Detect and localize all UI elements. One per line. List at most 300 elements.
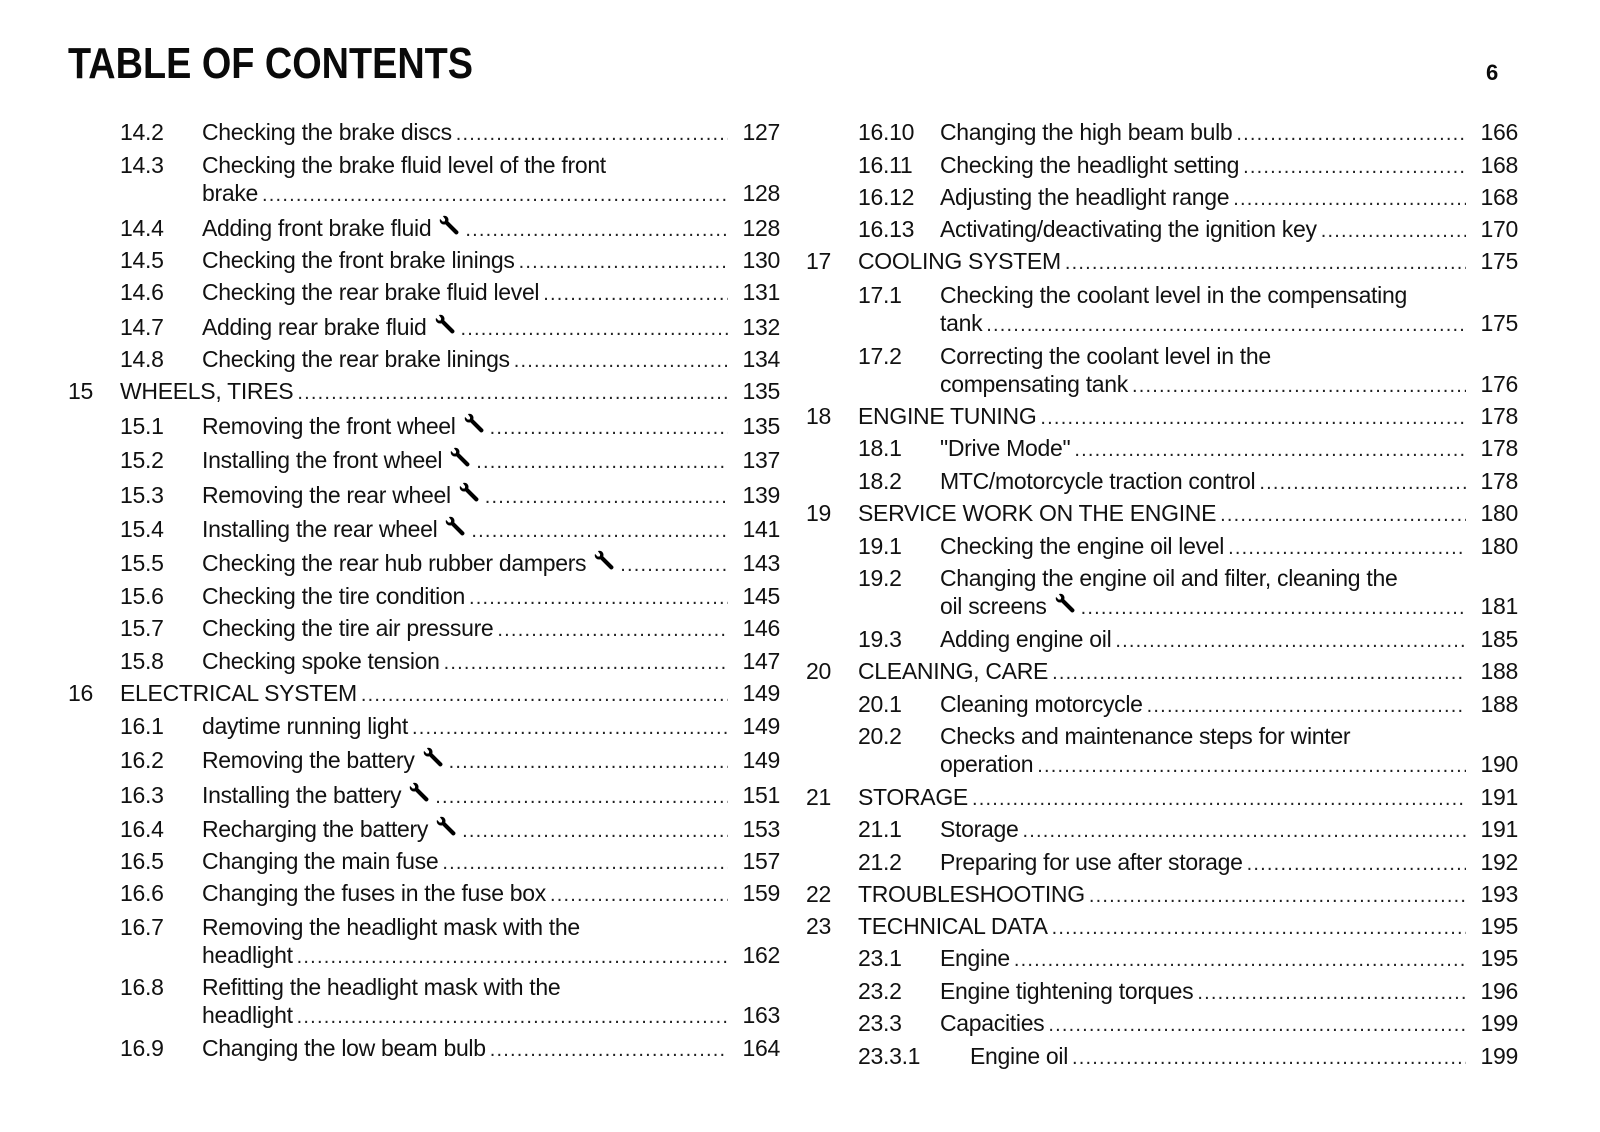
- section-number: 20.2: [858, 723, 902, 749]
- page-reference[interactable]: 137: [742, 447, 780, 473]
- toc-entry-row: [858, 880, 1518, 910]
- toc-entry[interactable]: [68, 614, 780, 644]
- page-reference[interactable]: 163: [742, 1002, 780, 1028]
- dot-leader: [1115, 627, 1466, 655]
- dot-leader: [485, 483, 728, 511]
- section-number: 23.3.1: [858, 1043, 921, 1069]
- page-reference[interactable]: 199: [1480, 1043, 1518, 1069]
- page-reference[interactable]: 145: [742, 583, 780, 609]
- toc-entry-row: [858, 657, 1518, 687]
- toc-entry-row: [858, 783, 1518, 813]
- wrench-icon: [445, 515, 467, 537]
- toc-entry-row: [202, 647, 780, 677]
- toc-entry[interactable]: [68, 151, 780, 209]
- section-number: 14.7: [120, 314, 164, 340]
- toc-entry-row: [858, 912, 1518, 942]
- page-reference[interactable]: 191: [1480, 784, 1518, 810]
- toc-entry[interactable]: [806, 342, 1518, 400]
- page-title: TABLE OF CONTENTS: [68, 39, 474, 88]
- page-reference[interactable]: 128: [742, 180, 780, 206]
- wrench-icon: [436, 815, 458, 837]
- page-reference[interactable]: 181: [1480, 593, 1518, 619]
- section-title: brake: [202, 180, 259, 206]
- toc-entry[interactable]: [68, 446, 780, 476]
- toc-entry[interactable]: [68, 214, 780, 244]
- page-reference[interactable]: 170: [1480, 216, 1518, 242]
- section-number: 20: [806, 658, 831, 684]
- page-reference[interactable]: 151: [742, 782, 780, 808]
- dot-leader: [1197, 979, 1466, 1007]
- page-reference[interactable]: 191: [1480, 816, 1518, 842]
- page-reference[interactable]: 190: [1480, 751, 1518, 777]
- toc-entry[interactable]: [68, 481, 780, 511]
- toc-entry[interactable]: [68, 913, 780, 971]
- toc-entry[interactable]: [68, 647, 780, 677]
- section-title: ENGINE TUNING: [858, 403, 1037, 429]
- dot-leader: [1321, 217, 1466, 245]
- toc-entry[interactable]: [806, 722, 1518, 780]
- section-title: WHEELS, TIRES: [120, 378, 294, 404]
- dot-leader: [262, 181, 728, 209]
- toc-entry-row: [202, 1001, 780, 1031]
- page-reference[interactable]: 195: [1480, 913, 1518, 939]
- toc-entry[interactable]: [806, 151, 1518, 181]
- page-reference[interactable]: 159: [742, 880, 780, 906]
- page-reference[interactable]: 143: [742, 550, 780, 576]
- section-number: 16.9: [120, 1035, 164, 1061]
- toc-entry-row: [940, 750, 1518, 780]
- section-number: 16.11: [858, 152, 913, 178]
- wrench-icon: [459, 481, 481, 503]
- section-title: Changing the main fuse: [202, 848, 439, 874]
- page-reference[interactable]: 195: [1480, 945, 1518, 971]
- section-number: 14.4: [120, 215, 164, 241]
- toc-entry-row: [940, 370, 1518, 400]
- section-title: TROUBLESHOOTING: [858, 881, 1085, 907]
- dot-leader: [1048, 1011, 1466, 1039]
- dot-leader: [519, 248, 728, 276]
- section-title: MTC/motorcycle traction control: [940, 468, 1256, 494]
- dot-leader: [1147, 692, 1466, 720]
- section-number: 14.6: [120, 279, 164, 305]
- section-number: 17.2: [858, 343, 902, 369]
- toc-entry[interactable]: [68, 412, 780, 442]
- section-number: 22: [806, 881, 831, 907]
- dot-leader: [1228, 534, 1466, 562]
- section-title: Changing the high beam bulb: [940, 119, 1233, 145]
- page-reference[interactable]: 175: [1480, 248, 1518, 274]
- section-number: 23.2: [858, 978, 902, 1004]
- section-number: 23: [806, 913, 831, 939]
- dot-leader: [490, 414, 728, 442]
- dot-leader: [1089, 882, 1466, 910]
- page-reference[interactable]: 178: [1480, 468, 1518, 494]
- page-reference[interactable]: 192: [1480, 849, 1518, 875]
- page-reference[interactable]: 162: [742, 942, 780, 968]
- toc-entry[interactable]: [68, 278, 780, 308]
- dot-leader: [435, 783, 728, 811]
- section-number: 17.1: [858, 282, 902, 308]
- page-reference[interactable]: 130: [742, 247, 780, 273]
- toc-entry[interactable]: [68, 746, 780, 776]
- dot-leader: [361, 681, 728, 709]
- section-title: Installing the front wheel: [202, 447, 443, 473]
- dot-leader: [297, 943, 728, 971]
- toc-entry-row: [202, 214, 780, 244]
- toc-entry-row: [202, 582, 780, 612]
- toc-entry[interactable]: [806, 625, 1518, 655]
- section-title: Checking the engine oil level: [940, 533, 1225, 559]
- page-reference[interactable]: 168: [1480, 152, 1518, 178]
- section-number: 15: [68, 378, 93, 404]
- section-number: 19.1: [858, 533, 902, 559]
- toc-entry-row: [120, 377, 780, 407]
- section-title: CLEANING, CARE: [858, 658, 1049, 684]
- section-title: Adding engine oil: [940, 626, 1112, 652]
- section-number: 14.2: [120, 119, 164, 145]
- toc-entry-row: [858, 499, 1518, 529]
- toc-entry[interactable]: [806, 1009, 1518, 1039]
- toc-entry-row: [940, 977, 1518, 1007]
- section-title: Removing the rear wheel: [202, 482, 451, 508]
- toc-entry-row: [202, 446, 780, 476]
- page-number: 6: [1486, 60, 1499, 85]
- toc-entry-row: [940, 215, 1518, 245]
- toc-entry-row: [120, 679, 780, 709]
- dot-leader: [1220, 501, 1466, 529]
- section-number: 21.2: [858, 849, 902, 875]
- page-reference[interactable]: 149: [742, 747, 780, 773]
- section-title-line: Checking the brake fluid level of the front: [202, 152, 606, 178]
- toc-entry[interactable]: [68, 815, 780, 845]
- dot-leader: [469, 584, 728, 612]
- toc-entry[interactable]: [68, 1034, 780, 1064]
- toc-entry-row: [202, 179, 780, 209]
- toc-entry[interactable]: [68, 118, 780, 148]
- toc-entry-row: [940, 183, 1518, 213]
- page-reference[interactable]: 147: [742, 648, 780, 674]
- section-title: Removing the front wheel: [202, 413, 456, 439]
- section-title: ELECTRICAL SYSTEM: [120, 680, 357, 706]
- page-reference[interactable]: 131: [742, 279, 780, 305]
- toc-entry-row: [202, 246, 780, 276]
- toc-entry-row: [202, 278, 780, 308]
- section-number: 15.2: [120, 447, 164, 473]
- dot-leader: [1052, 659, 1466, 687]
- page-reference[interactable]: 157: [742, 848, 780, 874]
- wrench-icon: [594, 549, 616, 571]
- section-number: 19: [806, 500, 831, 526]
- section-title: Removing the battery: [202, 747, 415, 773]
- page-reference[interactable]: 193: [1480, 881, 1518, 907]
- page-reference[interactable]: 175: [1480, 310, 1518, 336]
- toc-entry[interactable]: [806, 434, 1518, 464]
- section-number: 15.4: [120, 516, 164, 542]
- section-number: 16.2: [120, 747, 164, 773]
- section-title: "Drive Mode": [940, 435, 1071, 461]
- page-reference[interactable]: 196: [1480, 978, 1518, 1004]
- section-number: 14.5: [120, 247, 164, 273]
- section-number: 16.12: [858, 184, 915, 210]
- section-title: Checking spoke tension: [202, 648, 440, 674]
- toc-entry-row: [202, 345, 780, 375]
- section-title: Installing the rear wheel: [202, 516, 438, 542]
- section-number: 16.10: [858, 119, 915, 145]
- toc-entry[interactable]: [806, 467, 1518, 497]
- toc-entry-row: [202, 746, 780, 776]
- toc-entry-row: [202, 614, 780, 644]
- toc-entry[interactable]: [806, 247, 1518, 277]
- section-number: 15.8: [120, 648, 164, 674]
- toc-entry[interactable]: [806, 215, 1518, 245]
- toc-entry[interactable]: [68, 246, 780, 276]
- dot-leader: [514, 347, 728, 375]
- toc-entry-row: [940, 532, 1518, 562]
- toc-entry[interactable]: [806, 880, 1518, 910]
- page-reference[interactable]: 153: [742, 816, 780, 842]
- dot-leader: [476, 448, 728, 476]
- dot-leader: [1247, 850, 1466, 878]
- section-number: 14.8: [120, 346, 164, 372]
- page-reference[interactable]: 188: [1480, 658, 1518, 684]
- toc-entry[interactable]: [806, 657, 1518, 687]
- toc-entry[interactable]: [806, 532, 1518, 562]
- section-title: oil screens: [940, 593, 1047, 619]
- toc-entry[interactable]: [806, 912, 1518, 942]
- toc-entry-row: [940, 690, 1518, 720]
- toc-entry-row: [202, 879, 780, 909]
- section-title: headlight: [202, 942, 293, 968]
- section-title: Checking the brake discs: [202, 119, 452, 145]
- toc-entry[interactable]: [806, 977, 1518, 1007]
- wrench-icon: [435, 313, 457, 335]
- section-number: 16.13: [858, 216, 915, 242]
- page-reference[interactable]: 128: [742, 215, 780, 241]
- section-number: 15.3: [120, 482, 164, 508]
- toc-entry[interactable]: [68, 377, 780, 407]
- dot-leader: [297, 379, 728, 407]
- page-reference[interactable]: 185: [1480, 626, 1518, 652]
- section-number: 23.3: [858, 1010, 902, 1036]
- dot-leader: [986, 311, 1466, 339]
- section-number: 16.1: [120, 713, 164, 739]
- section-title: Preparing for use after storage: [940, 849, 1243, 875]
- toc-entry[interactable]: [68, 847, 780, 877]
- dot-leader: [972, 785, 1466, 813]
- section-title: Recharging the battery: [202, 816, 429, 842]
- toc-entry[interactable]: [68, 879, 780, 909]
- dot-leader: [442, 849, 728, 877]
- section-title: Adjusting the headlight range: [940, 184, 1230, 210]
- section-number: 16.7: [120, 914, 164, 940]
- section-number: 15.1: [120, 413, 164, 439]
- toc-entry[interactable]: [806, 183, 1518, 213]
- section-title: Checking the tire condition: [202, 583, 465, 609]
- toc-entry[interactable]: [68, 345, 780, 375]
- toc-entry[interactable]: [68, 582, 780, 612]
- page-reference[interactable]: 168: [1480, 184, 1518, 210]
- section-title: Installing the battery: [202, 782, 402, 808]
- dot-leader: [1072, 1044, 1466, 1072]
- section-title: Checking the tire air pressure: [202, 615, 494, 641]
- toc-entry[interactable]: [806, 944, 1518, 974]
- toc-entry[interactable]: [806, 118, 1518, 148]
- wrench-icon: [450, 446, 472, 468]
- dot-leader: [1040, 404, 1466, 432]
- section-title: Capacities: [940, 1010, 1045, 1036]
- toc-entry[interactable]: [68, 973, 780, 1031]
- page-reference[interactable]: 178: [1480, 403, 1518, 429]
- page-reference[interactable]: 149: [742, 680, 780, 706]
- toc-entry-row: [940, 1009, 1518, 1039]
- section-title-line: Removing the headlight mask with the: [202, 914, 580, 940]
- page-reference[interactable]: 180: [1480, 533, 1518, 559]
- toc-entry[interactable]: [806, 690, 1518, 720]
- section-title-line: Checks and maintenance steps for winter: [940, 723, 1351, 749]
- toc-entry-row: [202, 118, 780, 148]
- page-reference[interactable]: 135: [742, 378, 780, 404]
- section-title: compensating tank: [940, 371, 1128, 397]
- toc-entry[interactable]: [68, 712, 780, 742]
- section-number: 16.3: [120, 782, 164, 808]
- page-reference[interactable]: 141: [742, 516, 780, 542]
- section-title: headlight: [202, 1002, 293, 1028]
- section-title: Checking the headlight setting: [940, 152, 1240, 178]
- section-number: 16.8: [120, 974, 164, 1000]
- section-title-line: Checking the coolant level in the compensating: [940, 282, 1407, 308]
- toc-entry[interactable]: [806, 564, 1518, 622]
- page-reference[interactable]: 199: [1480, 1010, 1518, 1036]
- toc-entry[interactable]: [68, 515, 780, 545]
- toc-entry[interactable]: [806, 848, 1518, 878]
- section-title: Adding front brake fluid: [202, 215, 432, 241]
- dot-leader: [1052, 914, 1466, 942]
- wrench-icon: [439, 214, 461, 236]
- section-title: Checking the front brake linings: [202, 247, 515, 273]
- section-number: 20.1: [858, 691, 902, 717]
- toc-entry[interactable]: [806, 499, 1518, 529]
- page-reference[interactable]: 188: [1480, 691, 1518, 717]
- page-reference[interactable]: 166: [1480, 119, 1518, 145]
- toc-entry-row: [940, 944, 1518, 974]
- toc-entry[interactable]: [806, 1042, 1518, 1072]
- toc-entry-row: [940, 815, 1518, 845]
- page-reference[interactable]: 127: [742, 119, 780, 145]
- section-title-line: Correcting the coolant level in the: [940, 343, 1271, 369]
- toc-entry-row: [940, 625, 1518, 655]
- toc-entry-row: [940, 118, 1518, 148]
- section-title: Checking the rear brake linings: [202, 346, 510, 372]
- toc-entry[interactable]: [806, 281, 1518, 339]
- toc-entry-row: [202, 313, 780, 343]
- toc-entry-row: [940, 309, 1518, 339]
- toc-entry-row: [940, 467, 1518, 497]
- section-number: 16.6: [120, 880, 164, 906]
- section-number: 21: [806, 784, 831, 810]
- toc-entry[interactable]: [806, 815, 1518, 845]
- section-number: 21.1: [858, 816, 902, 842]
- dot-leader: [449, 748, 728, 776]
- page-reference[interactable]: 176: [1480, 371, 1518, 397]
- section-title-line: Changing the engine oil and filter, cleaning the: [940, 565, 1398, 591]
- section-title: COOLING SYSTEM: [858, 248, 1061, 274]
- section-title-line: Refitting the headlight mask with the: [202, 974, 561, 1000]
- section-title: Checking the rear brake fluid level: [202, 279, 540, 305]
- toc-entry-row: [940, 151, 1518, 181]
- page-reference[interactable]: 135: [742, 413, 780, 439]
- page-reference[interactable]: 164: [742, 1035, 780, 1061]
- toc-entry-row: [940, 434, 1518, 464]
- section-title: daytime running light: [202, 713, 408, 739]
- dot-leader: [461, 315, 728, 343]
- page-reference[interactable]: 178: [1480, 435, 1518, 461]
- section-number: 14.3: [120, 152, 164, 178]
- toc-entry-row: [202, 847, 780, 877]
- toc-entry[interactable]: [68, 679, 780, 709]
- section-number: 18.2: [858, 468, 902, 494]
- section-title: Checking the rear hub rubber dampers: [202, 550, 587, 576]
- page-reference[interactable]: 149: [742, 713, 780, 739]
- dot-leader: [1022, 817, 1466, 845]
- dot-leader: [1014, 946, 1466, 974]
- toc-entry-row: [202, 712, 780, 742]
- section-number: 19.3: [858, 626, 902, 652]
- dot-leader: [497, 616, 728, 644]
- toc-entry-row: [202, 515, 780, 545]
- toc-entry[interactable]: [806, 783, 1518, 813]
- section-title: Engine: [940, 945, 1010, 971]
- toc-entry-row: [970, 1042, 1518, 1072]
- section-number: 15.7: [120, 615, 164, 641]
- toc-entry-row: [202, 549, 780, 579]
- toc-entry-row: [940, 848, 1518, 878]
- section-title: Changing the low beam bulb: [202, 1035, 486, 1061]
- dot-leader: [1236, 120, 1466, 148]
- wrench-icon: [409, 781, 431, 803]
- toc-entry[interactable]: [68, 313, 780, 343]
- dot-leader: [1065, 249, 1466, 277]
- section-number: 17: [806, 248, 831, 274]
- toc-entry[interactable]: [68, 781, 780, 811]
- dot-leader: [1233, 185, 1466, 213]
- dot-leader: [456, 120, 728, 148]
- section-title: operation: [940, 751, 1034, 777]
- toc-entry-row: [202, 412, 780, 442]
- wrench-icon: [464, 412, 486, 434]
- section-number: 16.5: [120, 848, 164, 874]
- page-reference[interactable]: 180: [1480, 500, 1518, 526]
- page-reference[interactable]: 146: [742, 615, 780, 641]
- section-number: 15.6: [120, 583, 164, 609]
- toc-entry[interactable]: [68, 549, 780, 579]
- wrench-icon: [1055, 592, 1077, 614]
- toc-entry-row: [858, 247, 1518, 277]
- dot-leader: [1081, 594, 1466, 622]
- section-number: 16: [68, 680, 93, 706]
- page-reference[interactable]: 132: [742, 314, 780, 340]
- page-reference[interactable]: 134: [742, 346, 780, 372]
- dot-leader: [1259, 469, 1466, 497]
- section-title: Changing the fuses in the fuse box: [202, 880, 546, 906]
- section-title: tank: [940, 310, 983, 336]
- section-title: Engine oil: [970, 1043, 1069, 1069]
- dot-leader: [543, 280, 728, 308]
- section-title: STORAGE: [858, 784, 968, 810]
- toc-entry[interactable]: [806, 402, 1518, 432]
- dot-leader: [550, 881, 728, 909]
- page-reference[interactable]: 139: [742, 482, 780, 508]
- toc-entry-row: [202, 781, 780, 811]
